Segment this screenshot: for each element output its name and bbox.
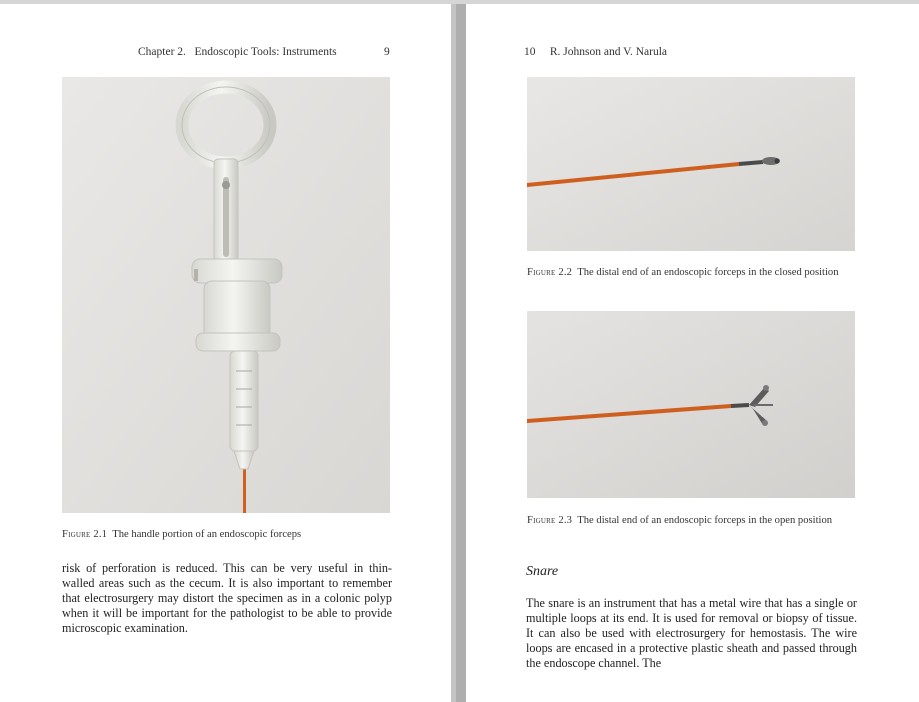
author-names: R. Johnson and V. Narula [549, 46, 668, 58]
figure-label: Figure 2.3 [527, 515, 573, 526]
left-body-paragraph: risk of perforation is reduced. This can be very useful in thin-walled areas such as the cecum. It is also important to remember that electrosurgery may distort the specimen as in a colonic polyp when it will be important for the pathologist to be able to provide microscopic examination. [62, 561, 392, 635]
figure-2-3-caption [527, 514, 857, 528]
caption-text: The distal end of an endoscopic forceps in the open position [577, 515, 833, 526]
caption-text: The distal end of an endoscopic forceps in the closed position [577, 267, 839, 278]
figure-2-1-caption [62, 528, 392, 542]
page-number-right: 10 [524, 46, 536, 58]
running-head-left [138, 46, 337, 58]
left-page [0, 4, 451, 702]
running-head-right [524, 46, 667, 58]
figure-2-2-caption [527, 266, 857, 280]
figure-2-3-photo [527, 311, 855, 498]
chapter-title: Endoscopic Tools: Instruments [194, 46, 337, 58]
right-body-paragraph: The snare is an instrument that has a metal wire that has a single or multiple loops at its end. It is used for removal or biopsy of tissue. It can also be used with electrosurgery for hemostasis. The wire loops are encased in a protective plastic sheath and passed through the endoscope channel. The [526, 596, 857, 670]
section-heading-snare: Snare [526, 564, 559, 579]
page-number-left: 9 [384, 46, 390, 58]
figure-label: Figure 2.1 [62, 529, 108, 540]
caption-text: The handle portion of an endoscopic forceps [112, 529, 302, 540]
figure-2-2-photo [527, 77, 855, 251]
forceps-handle-image [62, 77, 390, 513]
chapter-label: Chapter 2. [138, 46, 186, 58]
right-page [466, 4, 919, 702]
forceps-closed-image [527, 77, 855, 251]
figure-2-1-photo [62, 77, 390, 513]
forceps-open-image [527, 311, 855, 498]
figure-label: Figure 2.2 [527, 267, 573, 278]
page-gutter-right [456, 4, 466, 702]
